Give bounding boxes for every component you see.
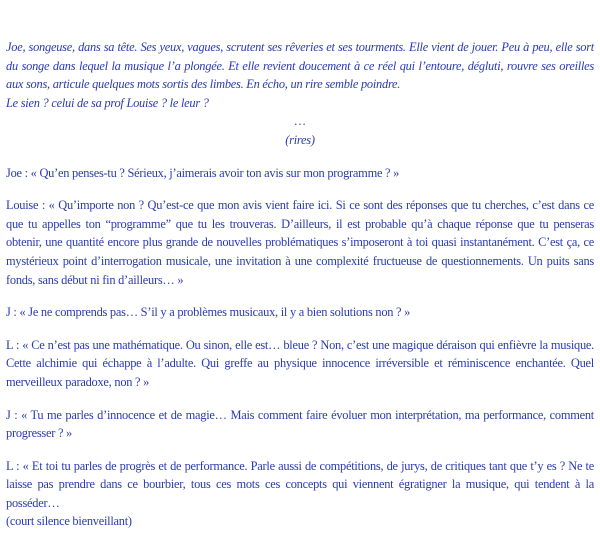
dialogue-joe-3: J : « Tu me parles d’innocence et de magie… Mais comment faire évoluer mon interprétation, ma performance, comment progresser ? » bbox=[6, 407, 594, 441]
dialogue-joe-1: Joe : « Qu’en penses-tu ? Sérieux, j’aimerais avoir ton avis sur mon programme ? » bbox=[6, 165, 400, 180]
intro-question: Le sien ? celui de sa prof Louise ? le leur ? bbox=[6, 95, 209, 110]
stage-direction-rires: (rires) bbox=[285, 132, 315, 147]
dialogue-louise-1: Louise : « Qu’importe non ? Qu’est-ce que mon avis vient faire ici. Si ce sont des réponses que tu cherches, c’est dans ce que tu appelles ton “programme” que tu les trouveras. D’ailleurs, il est probable qu’à chaque réponse que tu penseras obtenir, une quantité encore plus grande de nouvelles problématiques s’imposeront à toi quasi instantanément. C’est ça, ce mystérieux point d’interrogation musicale, une invitation à une complexité fructueuse de questionnements. Un puits sans fonds, sans début ni fin d’ailleurs… » bbox=[6, 198, 594, 287]
dialogue-louise-2: L : « Ce n’est pas une mathématique. Ou sinon, elle est… bleue ? Non, c’est une magique déraison qui enfièvre la musique. Cette alchimie qui échappe à l’adulte. Qui greffe au physique innocence irréversible et réminiscence enchantée. Quel merveilleux paradoxe, non ? » bbox=[6, 337, 594, 389]
dialogue-louise-3: L : « Et toi tu parles de progrès et de performance. Parle aussi de compétitions, de jurys, de critiques tant que t’y es ? Ne te laisse pas prendre dans ce bourbier, tous ces mots ces concepts qui viennent égratigner la musique, qui tendent à la posséder… bbox=[6, 458, 594, 510]
dialogue-joe-2: J : « Je ne comprends pas… S’il y a problèmes musicaux, il y a bien solutions non ? » bbox=[6, 305, 411, 320]
stage-direction-silence: (court silence bienveillant) bbox=[6, 514, 132, 529]
intro-paragraph: Joe, songeuse, dans sa tête. Ses yeux, vagues, scrutent ses rêveries et ses tourments. Elle vient de jouer. Peu à peu, elle sort du songe dans lequel la musique l’a plongée. Et elle revient doucement à ce réel qui l’entoure, dégluti, rouvre ses oreilles aux sons, articule quelques mots sortis des limbes. En écho, un rire semble poindre. bbox=[6, 40, 594, 92]
ellipsis-separator: … bbox=[294, 114, 306, 129]
